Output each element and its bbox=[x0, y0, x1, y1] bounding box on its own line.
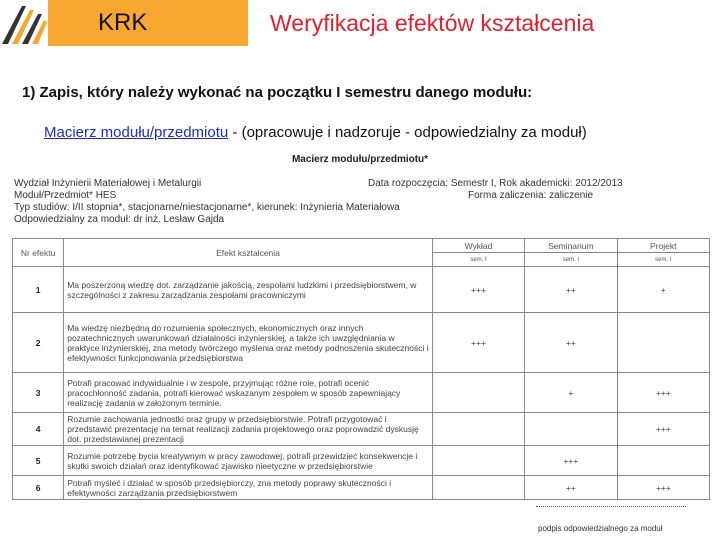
header-seminar: Seminarium bbox=[525, 239, 617, 253]
row-nr: 4 bbox=[13, 413, 64, 446]
row-effect: Rozumie zachowania jednostki oraz grupy w przedsiębiorstwie. Potrafi przygotować i przedstawić prezentację na temat realizacji zadania projektowego oraz poprowadzić dyskusję dot. przedstawianej prezentacji bbox=[64, 413, 433, 446]
slide-title: Weryfikacja efektów kształcenia bbox=[270, 10, 595, 36]
row-effect: Ma poszerzoną wiedzę dot. zarządzanie jakością, zespołami ludzkimi i przedsiębiorstwem, w szczególności z zakresu zarządzania zespołami pracowniczymi bbox=[64, 267, 433, 313]
table-row bbox=[13, 476, 710, 500]
matrix-line bbox=[44, 124, 587, 141]
table-header-row bbox=[13, 239, 710, 253]
table-row bbox=[13, 267, 710, 313]
row-nr: 1 bbox=[13, 267, 64, 313]
responsible-field: Odpowiedzialny za moduł: dr inż. Lesław Gajda bbox=[14, 214, 225, 225]
form-field: Forma zaliczenia: zaliczenie bbox=[468, 190, 594, 201]
table-row bbox=[13, 413, 710, 446]
university-logo bbox=[0, 0, 48, 46]
row-nr: 5 bbox=[13, 446, 64, 476]
matrix-link[interactable]: Macierz modułu/przedmiotu bbox=[44, 124, 229, 141]
subheader-project: sem. I bbox=[617, 253, 709, 267]
row-effect: Rozumie potrzebę bycia kreatywnym w pracy zawodowej, potrafi przewidzieć konsekwencje i skutki swoich działań oraz identyfikować zjawisko nieetyczne w przedsiębiorstwie bbox=[64, 446, 433, 476]
table-row bbox=[13, 446, 710, 476]
header-lecture: Wykład bbox=[432, 239, 524, 253]
subheader-lecture: sem. I bbox=[432, 253, 524, 267]
document-title: Macierz modułu/przedmiotu* bbox=[291, 154, 429, 165]
row-seminar bbox=[525, 413, 617, 446]
table-row bbox=[13, 373, 710, 413]
row-lecture bbox=[432, 413, 524, 446]
signature-label: podpis odpowiedzialnego za moduł bbox=[538, 524, 663, 533]
row-effect: Potrafi pracować indywidualnie i w zespole, przyjmując różne role, potrafi ocenić pracochłonność zadania, potrafi kierować wskazanym zespołem w sposób zapewniający realizację zadania w założonym terminie. bbox=[64, 373, 433, 413]
row-nr: 6 bbox=[13, 476, 64, 500]
header-project: Projekt bbox=[617, 239, 709, 253]
signature-line bbox=[536, 506, 686, 507]
slide-header bbox=[0, 0, 720, 46]
intro-line: 1) Zapis, który należy wykonać na początku I semestru danego modułu: bbox=[22, 84, 533, 101]
row-project bbox=[617, 313, 709, 373]
row-lecture: +++ bbox=[432, 267, 524, 313]
start-date-field: Data rozpoczęcia: Semestr I, Rok akademicki: 2012/2013 bbox=[368, 178, 623, 189]
row-lecture bbox=[432, 373, 524, 413]
matrix-document bbox=[8, 150, 712, 540]
table-row bbox=[13, 313, 710, 373]
header-nr: Nr efektu bbox=[13, 239, 64, 267]
row-project: +++ bbox=[617, 476, 709, 500]
row-seminar: +++ bbox=[525, 446, 617, 476]
module-field: Moduł/Przedmiot* HES bbox=[14, 190, 117, 201]
row-project bbox=[617, 446, 709, 476]
row-nr: 3 bbox=[13, 373, 64, 413]
row-lecture: +++ bbox=[432, 313, 524, 373]
row-seminar: ++ bbox=[525, 267, 617, 313]
row-project: +++ bbox=[617, 373, 709, 413]
row-seminar: ++ bbox=[525, 476, 617, 500]
faculty-field: Wydział Inżynierii Materiałowej i Metalurgii bbox=[14, 178, 202, 189]
krk-badge bbox=[48, 0, 248, 46]
row-lecture bbox=[432, 446, 524, 476]
row-seminar: ++ bbox=[525, 313, 617, 373]
row-project: +++ bbox=[617, 413, 709, 446]
row-effect: Potrafi myśleć i działać w sposób przedsiębiorczy, zna metody poprawy skuteczności i efektywności zarządzania przedsiębiorstwem bbox=[64, 476, 433, 500]
row-lecture bbox=[432, 476, 524, 500]
matrix-line-rest: - (opracowuje i nadzoruje - odpowiedzialny za moduł) bbox=[228, 124, 587, 141]
subheader-seminar: sem. I bbox=[525, 253, 617, 267]
row-seminar: + bbox=[525, 373, 617, 413]
row-project: + bbox=[617, 267, 709, 313]
study-type-field: Typ studiów: I/II stopnia*, stacjonarne/niestacjonarne*, kierunek: Inżynieria Materiałowa bbox=[14, 202, 400, 213]
row-nr: 2 bbox=[13, 313, 64, 373]
krk-label: KRK bbox=[98, 9, 148, 36]
effects-table bbox=[12, 238, 710, 500]
header-effect: Efekt kształcenia bbox=[64, 239, 433, 267]
row-effect: Ma wiedzę niezbędną do rozumienia społecznych, ekonomicznych oraz innych pozatechnicznych uwarunkowań działalności inżynierskiej, a także ich uwzględniania w praktyce inżynierskiej, zna metody twórczego myślenia oraz metody podnoszenia skuteczności i efektywności funkcjonowania przedsiębiorstwa bbox=[64, 313, 433, 373]
